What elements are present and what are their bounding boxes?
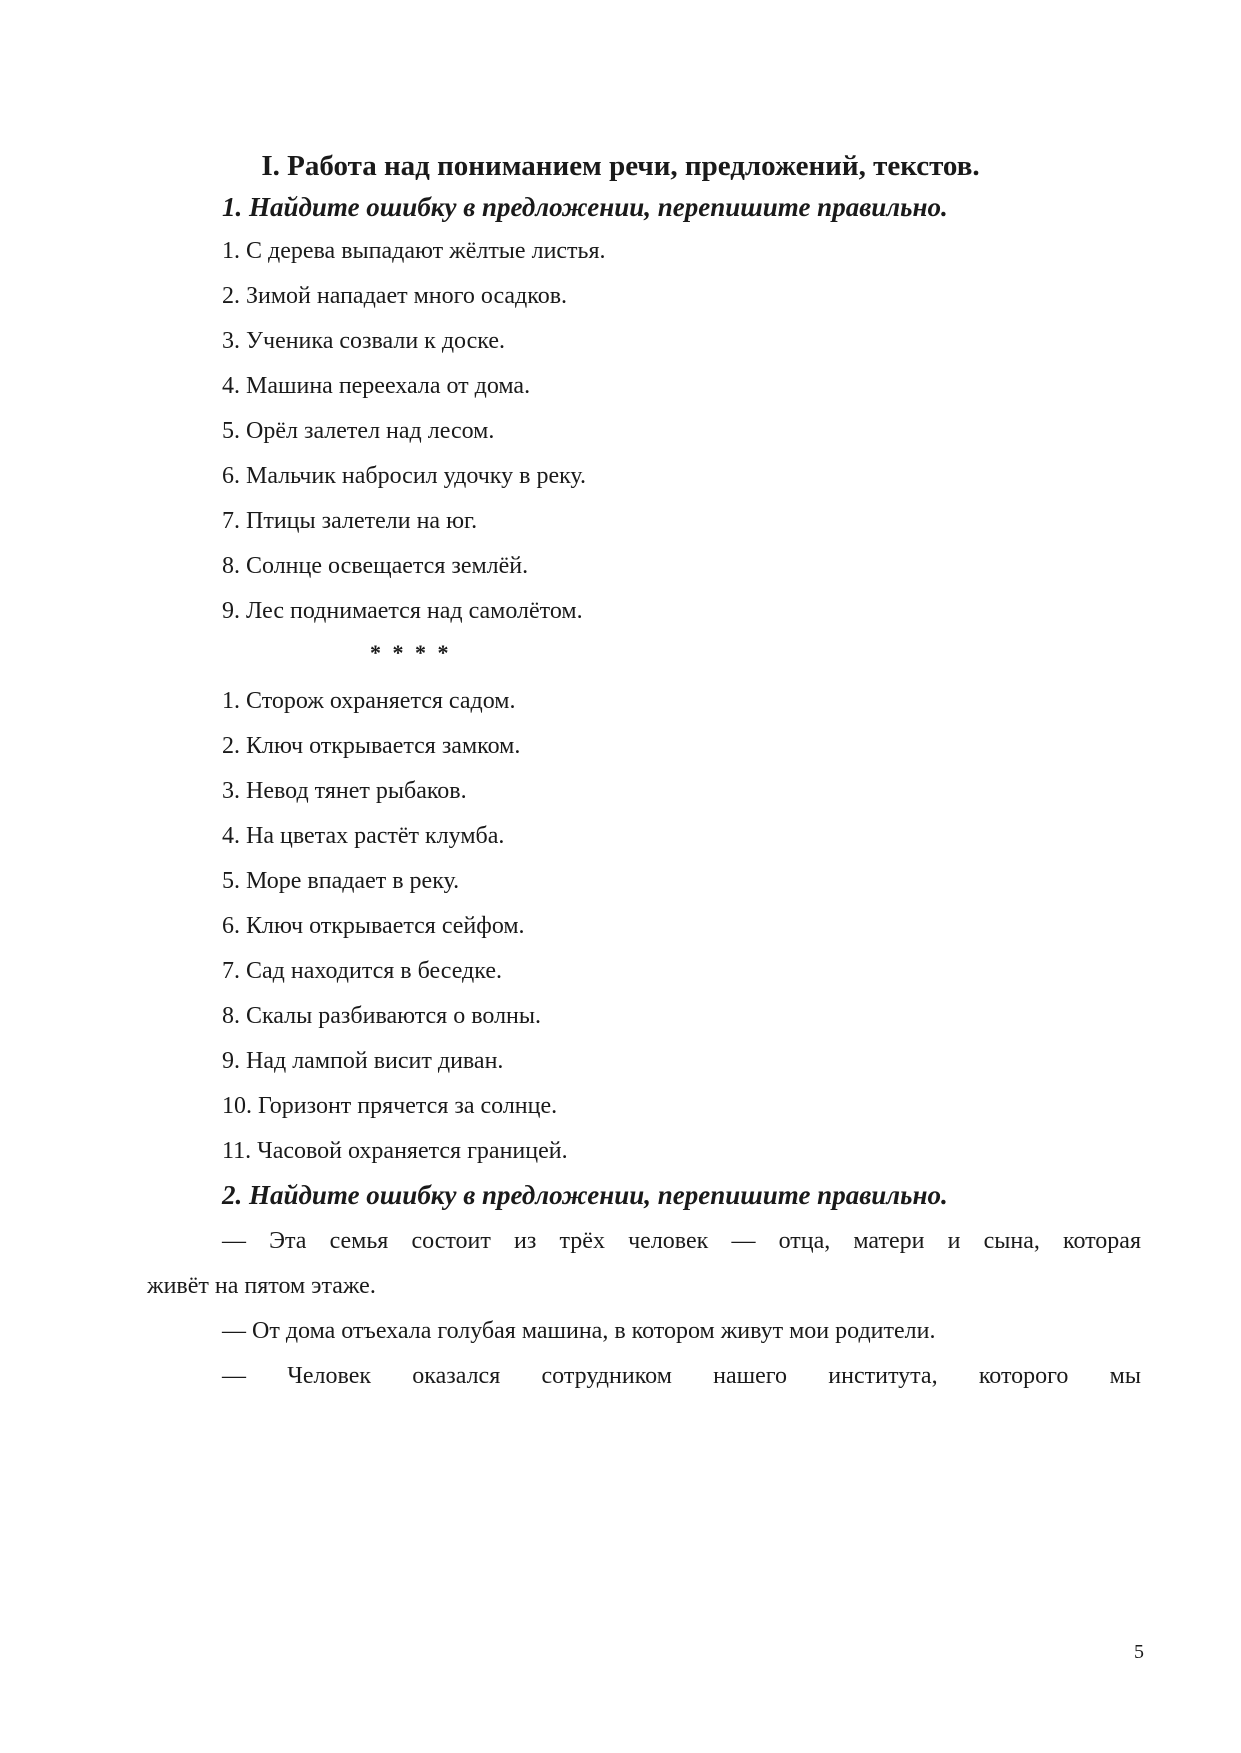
exercise-item: 4. Машина переехала от дома. [222, 373, 531, 399]
exercise-item: 9. Над лампой висит диван. [222, 1048, 504, 1074]
task-2-title: 2. Найдите ошибку в предложении, перепишите правильно. [222, 1180, 948, 1210]
exercise-item: 1. Сторож охраняется садом. [222, 688, 516, 714]
exercise-item: 3. Невод тянет рыбаков. [222, 778, 467, 804]
exercise-item: 9. Лес поднимается над самолётом. [222, 598, 583, 624]
paragraph-1-line-2: живёт на пятом этаже. [147, 1273, 376, 1299]
exercise-item: 1. С дерева выпадают жёлтые листья. [222, 238, 606, 264]
exercise-item: 8. Солнце освещается землёй. [222, 553, 529, 579]
exercise-item: 4. На цветах растёт клумба. [222, 823, 505, 849]
exercise-item: 2. Ключ открывается замком. [222, 733, 521, 759]
exercise-item: 8. Скалы разбиваются о волны. [222, 1003, 542, 1029]
exercise-item: 2. Зимой нападает много осадков. [222, 283, 568, 309]
page-number: 5 [1134, 1641, 1144, 1663]
exercise-item: 5. Море впадает в реку. [222, 868, 460, 894]
section-heading: I. Работа над пониманием речи, предложений, текстов. [261, 150, 980, 182]
exercise-item: 7. Сад находится в беседке. [222, 958, 502, 984]
separator-stars: * * * * [370, 640, 452, 665]
paragraph-2: — От дома отъехала голубая машина, в котором живут мои родители. [222, 1318, 936, 1344]
exercise-item: 5. Орёл залетел над лесом. [222, 418, 495, 444]
exercise-item: 3. Ученика созвали к доске. [222, 328, 506, 354]
paragraph-3-line-1: — Человек оказался сотрудником нашего института, которого мы [222, 1363, 1141, 1389]
exercise-item: 7. Птицы залетели на юг. [222, 508, 478, 534]
exercise-item: 11. Часовой охраняется границей. [222, 1138, 568, 1164]
exercise-item: 6. Ключ открывается сейфом. [222, 913, 525, 939]
task-1-title: 1. Найдите ошибку в предложении, перепишите правильно. [222, 192, 948, 222]
exercise-item: 6. Мальчик набросил удочку в реку. [222, 463, 587, 489]
paragraph-1-line-1: — Эта семья состоит из трёх человек — отца, матери и сына, которая [222, 1228, 1141, 1254]
exercise-item: 10. Горизонт прячется за солнце. [222, 1093, 558, 1119]
